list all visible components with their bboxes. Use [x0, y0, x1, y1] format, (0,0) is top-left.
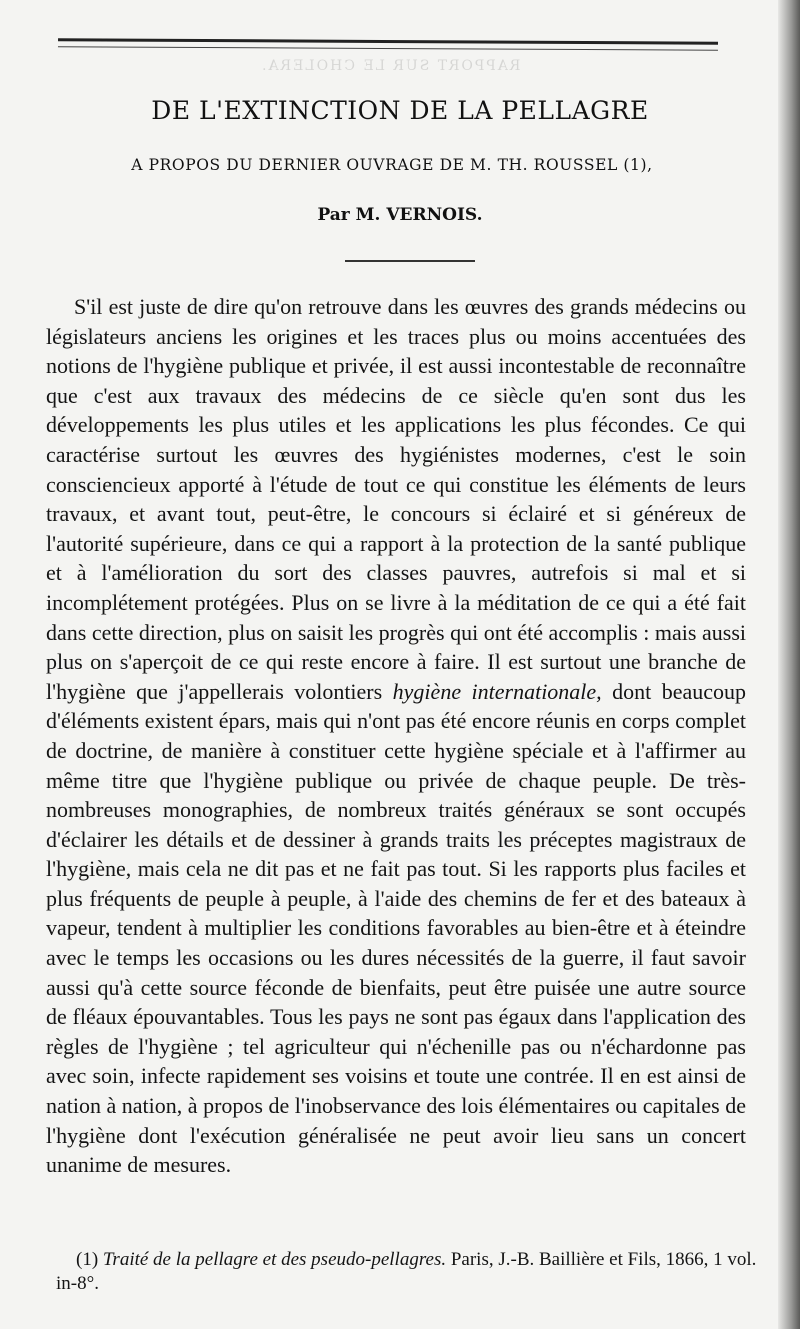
- article-title: DE L'EXTINCTION DE LA PELLAGRE: [151, 96, 649, 125]
- header-rule: [58, 38, 718, 50]
- footnote-reference: Paris, J.-B. Baillière et Fils, 1866, 1 vol. in-8°.: [56, 1249, 757, 1294]
- page-edge-shadow: [778, 0, 800, 1329]
- footnote: [56, 1248, 776, 1296]
- article-author: Par M. VERNOIS.: [317, 205, 483, 225]
- body-text-part2: dont beaucoup d'éléments existent épars, mais qui n'ont pas été encore réunis en corps complet de doctrine, de manière à constituer cette hygiène spéciale et à l'affirmer au même titre que l'hygiène publique ou privée de chaque peuple. De très-nombreuses monographies, de nombreux traités généraux se sont occupés d'éclairer les détails et de dessiner à grands traits les préceptes magistraux de l'hygiène, mais cela ne dit pas et ne fait pas tout. Si les rapports plus faciles et plus fréquents de peuple à peuple, à l'aide des chemins de fer et des bateaux à vapeur, tendent à multiplier les conditions favorables au bien-être et à éteindre avec le temps les occasions ou les dures nécessités de la guerre, il faut savoir aussi qu'à cette source féconde de bienfaits, peut être puisée une autre source de fléaux épouvantables. Tous les pays ne sont pas égaux dans l'application des règles de l'hygiène ; tel agriculteur qui n'échenille pas ou n'échardonne pas avec soin, infecte rapidement ses voisins et toute une contrée. Il en est ainsi de nation à nation, à propos de l'inobservance des lois élémentaires ou capitales de l'hygiène dont l'exécution généralisée ne peut avoir lieu sans un concert unanime de mesures.: [46, 678, 747, 1178]
- footnote-marker: (1): [76, 1249, 99, 1270]
- body-text-emphasis: hygiène internationale,: [392, 678, 602, 704]
- body-paragraph: [46, 292, 746, 1180]
- body-text-part1: S'il est juste de dire qu'on retrouve dans les œuvres des grands médecins ou législateurs anciens les origines et les traces plus ou moins accentuées des notions de l'hygiène publique et privée, il est aussi incontestable de reconnaître que c'est aux travaux des médecins de ce siècle qu'en sont dus les développements les plus utiles et les applications les plus fécondes. Ce qui caractérise surtout les œuvres des hygiénistes modernes, c'est le soin consciencieux apporté à l'étude de tout ce qui constitue les éléments de leurs travaux, et avant tout, peut-être, le concours si éclairé et si généreux de l'autorité supérieure, dans ce qui a rapport à la protection de la santé publique et à l'amélioration du sort des classes pauvres, autrefois si mal et si incomplétement protégées. Plus on se livre à la méditation de ce qui a été fait dans cette direction, plus on saisit les progrès qui ont été accomplis : mais aussi plus on s'aperçoit de ce qui reste encore à faire. Il est surtout une branche de l'hygiène que j'appellerais volontiers: [46, 294, 746, 704]
- title-divider: [345, 260, 475, 262]
- article-subtitle: A PROPOS DU DERNIER OUVRAGE DE M. TH. ROUSSEL (1),: [131, 156, 653, 174]
- bleed-through-header: RAPPORT SUR LE CHOLERA.: [260, 58, 521, 74]
- footnote-title: Traité de la pellagre et des pseudo-pellagres.: [102, 1249, 447, 1270]
